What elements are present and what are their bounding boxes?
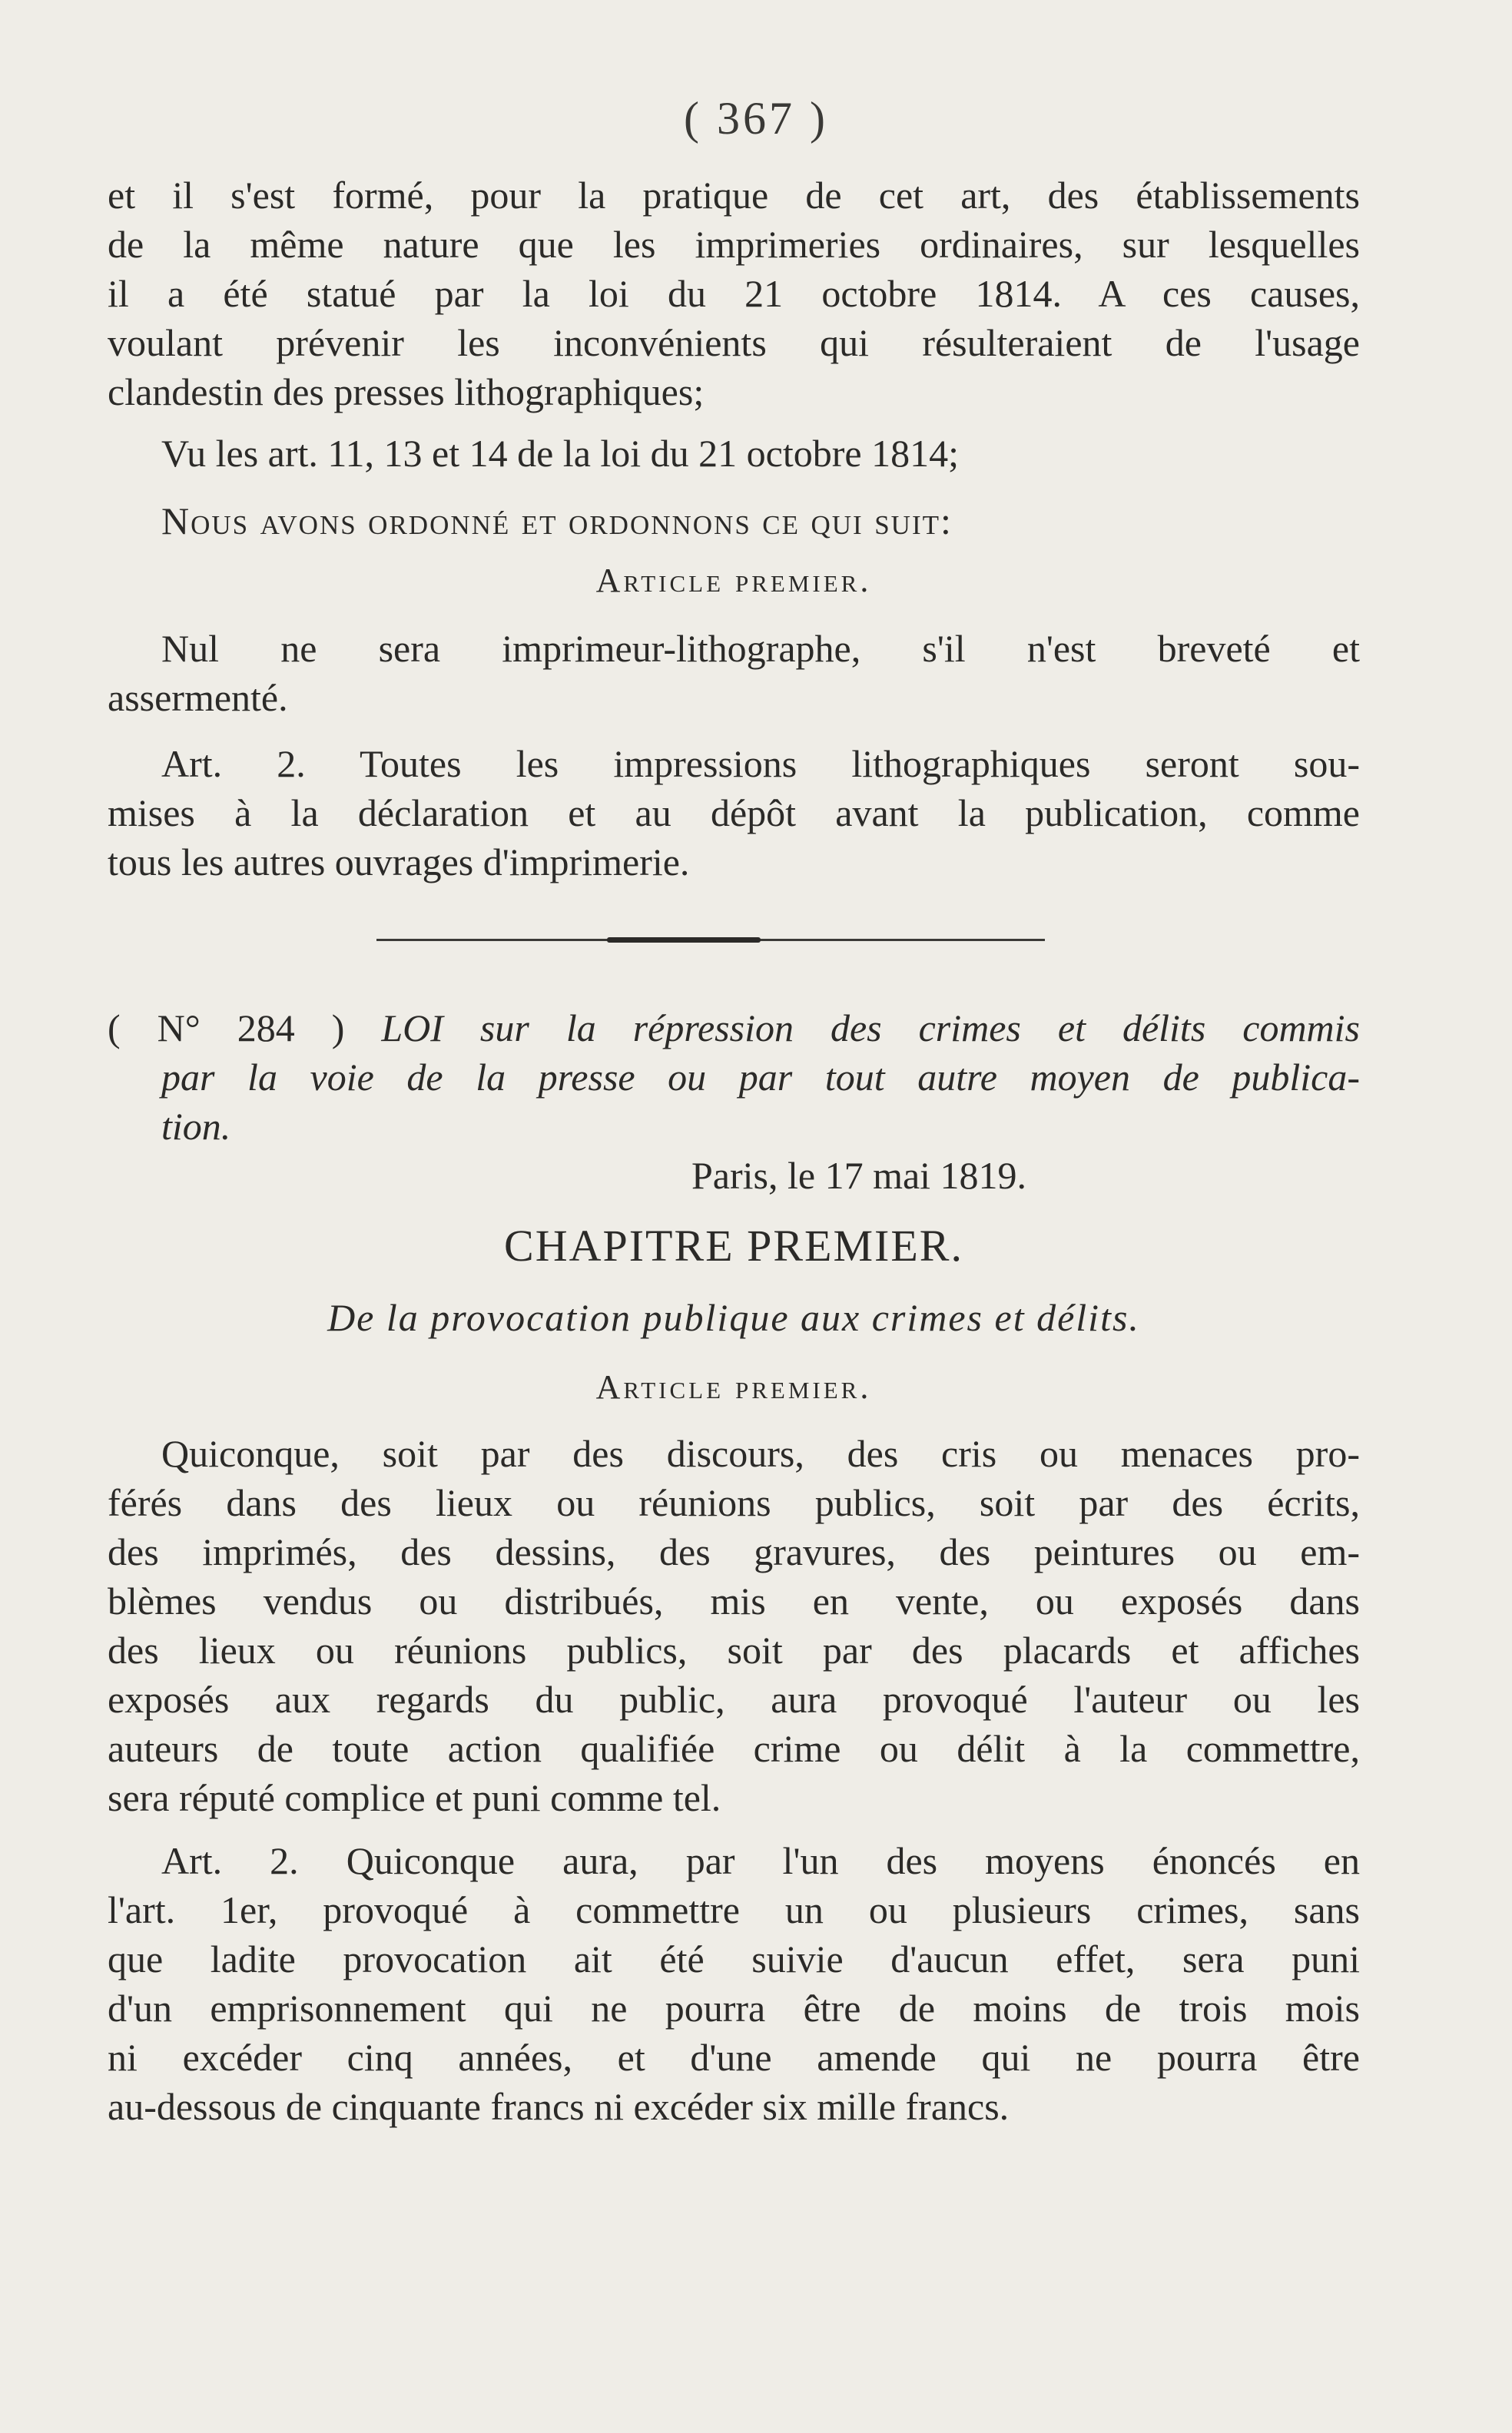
intro-paragraph [108, 171, 1360, 416]
text-line: Nul ne sera imprimeur-lithographe, s'il n'est breveté et [161, 627, 1360, 670]
vu-line: Vu les art. 11, 13 et 14 de la loi du 21 octobre 1814; [161, 432, 959, 475]
chapter-subtitle: De la provocation publique aux crimes et délits. [327, 1296, 1140, 1339]
text-line: des imprimés, des dessins, des gravures, des peintures ou em- [108, 1530, 1360, 1573]
text-line: par la voie de la presse ou par tout autre moyen de publica- [161, 1056, 1360, 1099]
article-heading: Article premier. [595, 1368, 872, 1406]
text-line: et il s'est formé, pour la pratique de cet art, des établissements [108, 174, 1360, 217]
text-line: férés dans des lieux ou réunions publics, soit par des écrits, [108, 1481, 1360, 1524]
law-article-2 [108, 1836, 1360, 2131]
article-heading: Article premier. [595, 562, 872, 599]
text-line: exposés aux regards du public, aura provoqué l'auteur ou les [108, 1678, 1360, 1721]
text-line: ni excéder cinq années, et d'une amende qui ne pourra être [108, 2036, 1360, 2079]
text-line: Art. 2. Toutes les impressions lithographiques seront sou- [161, 742, 1360, 785]
text-line: de la même nature que les imprimeries ordinaires, sur lesquelles [108, 223, 1360, 266]
section-divider [376, 939, 1045, 941]
text-line: tous les autres ouvrages d'imprimerie. [108, 840, 690, 883]
article-2-text [108, 739, 1360, 887]
text-line: tion. [161, 1105, 231, 1148]
text-line: blèmes vendus ou distribués, mis en vente, ou exposés dans [108, 1579, 1360, 1623]
law-number: ( N° 284 ) [108, 1006, 345, 1049]
text-line: ( N° 284 ) LOI sur la répression des crimes et délits commis [108, 1006, 1361, 1049]
law-article-1 [108, 1429, 1360, 1822]
law-title [108, 1003, 1360, 1151]
text-line: il a été statué par la loi du 21 octobre 1814. A ces causes, [108, 272, 1360, 315]
text-line: auteurs de toute action qualifiée crime ou délit à la commettre, [108, 1727, 1360, 1770]
article-1-text [108, 624, 1360, 722]
text-line: voulant prévenir les inconvénients qui résulteraient de l'usage [108, 321, 1360, 364]
chapter-title: CHAPITRE PREMIER. [504, 1221, 963, 1271]
text-line: clandestin des presses lithographiques; [108, 370, 705, 413]
page-number: ( 367 ) [684, 93, 828, 144]
text-line: sera réputé complice et puni comme tel. [108, 1776, 721, 1819]
text-line: au-dessous de cinquante francs ni excéder six mille francs. [108, 2085, 1010, 2128]
text-line: des lieux ou réunions publics, soit par des placards et affiches [108, 1629, 1360, 1672]
text-line: Quiconque, soit par des discours, des cris ou menaces pro- [161, 1432, 1360, 1475]
text-line: assermenté. [108, 676, 288, 719]
law-date: Paris, le 17 mai 1819. [691, 1154, 1027, 1197]
ordonne-line: Nous avons ordonné et ordonnons ce qui suit: [161, 499, 953, 542]
text-line: d'un emprisonnement qui ne pourra être de moins de trois mois [108, 1987, 1360, 2030]
text-line: l'art. 1er, provoqué à commettre un ou plusieurs crimes, sans [108, 1888, 1360, 1931]
text-line: que ladite provocation ait été suivie d'aucun effet, sera puni [108, 1937, 1360, 1981]
text-line: mises à la déclaration et au dépôt avant la publication, comme [108, 791, 1360, 834]
text-line: Art. 2. Quiconque aura, par l'un des moyens énoncés en [161, 1839, 1360, 1882]
